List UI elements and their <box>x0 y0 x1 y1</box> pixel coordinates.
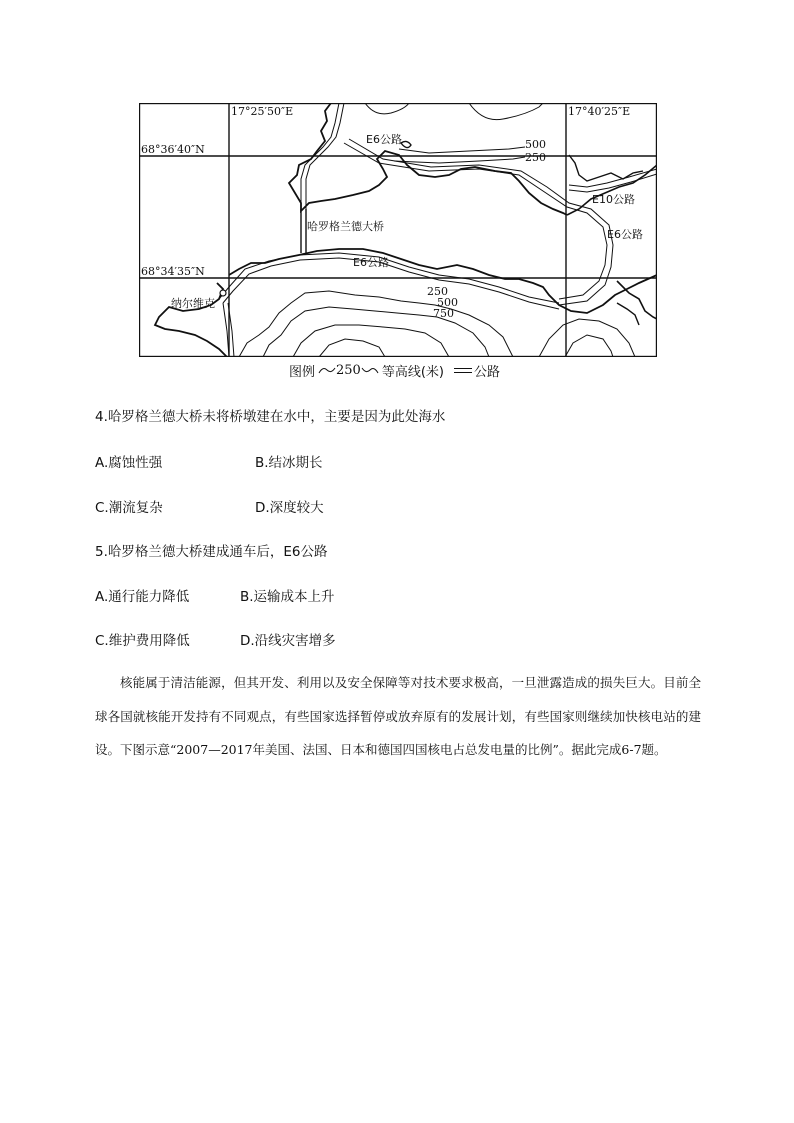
contour-250-top-label: 250 <box>525 151 546 164</box>
legend-road-text: 公路 <box>474 364 501 380</box>
town-label: 纳尔维克 <box>171 297 215 310</box>
map-svg <box>139 103 657 357</box>
question-5-stem: 5.哈罗格兰德大桥建成通车后，E6公路 <box>95 544 328 560</box>
contour-250-south <box>239 291 513 357</box>
question-5-option-d[interactable]: D.沿线灾害增多 <box>240 633 336 649</box>
question-5-option-b[interactable]: B.运输成本上升 <box>240 589 335 605</box>
road-narvik-south-a <box>223 303 229 357</box>
lon-right-label: 17°40′25″E <box>568 105 631 118</box>
contour-hill-sw <box>319 339 385 357</box>
road-e6-south-b <box>223 258 559 309</box>
shore-northeast-2 <box>569 155 643 181</box>
question-4-option-a[interactable]: A.腐蚀性强 <box>95 455 163 471</box>
road-e6-east-b <box>349 139 613 305</box>
coastline-south-2 <box>617 281 657 319</box>
passage-text: 核能属于清洁能源，但其开发、利用以及安全保障等对技术要求极高，一旦泄露造成的损失巨大。目前全球各国就核能开发持有不同观点，有些国家选择暂停或放弃原有的发展计划，有些国家则继续加快核电站的建设。下图示意“2007—2017年美国、法国、日本和德国四国核电占总发电量的比例”。据此完成6-7题。 <box>95 675 701 757</box>
question-5-option-c[interactable]: C.维护费用降低 <box>95 633 190 649</box>
road-e6-mid-label: E6公路 <box>353 256 389 269</box>
island-north <box>401 141 411 147</box>
contour-wave-icon <box>318 365 336 375</box>
contour-500-north <box>399 147 525 153</box>
question-4-option-c[interactable]: C.潮流复杂 <box>95 500 163 516</box>
road-e10-label: E10公路 <box>592 193 635 206</box>
contour-750-south <box>293 325 449 357</box>
road-e6-right-label: E6公路 <box>607 228 643 241</box>
legend-contour-value: 250 <box>336 362 361 378</box>
contour-hill-se-2 <box>565 335 613 357</box>
contour-wave-icon <box>361 365 379 375</box>
question-4-stem: 4.哈罗格兰德大桥未将桥墩建在水中，主要是因为此处海水 <box>95 409 446 425</box>
contour-hill-se <box>539 319 635 357</box>
contour-250-bot-label: 250 <box>427 285 448 298</box>
bridge-label: 哈罗格兰德大桥 <box>307 220 384 233</box>
label-bg <box>141 105 227 119</box>
contour-500-top-label: 500 <box>525 138 546 151</box>
lat-bottom-label: 68°34′35″N <box>141 265 205 278</box>
road-symbol-icon <box>454 368 472 373</box>
contour-north-hill-2 <box>365 103 409 114</box>
contour-500-bot-label: 500 <box>437 296 458 309</box>
topographic-map <box>139 103 657 357</box>
legend-contour-symbol <box>318 363 379 378</box>
lat-top-label: 68°36′40″N <box>141 143 205 156</box>
map-legend <box>289 359 500 381</box>
coastline-south-3 <box>617 303 639 325</box>
town-marker-icon <box>220 290 226 296</box>
question-4-option-d[interactable]: D.深度较大 <box>255 500 324 516</box>
road-e6-top-label: E6公路 <box>366 133 402 146</box>
question-4-option-b[interactable]: B.结冰期长 <box>255 455 323 471</box>
passage-block <box>95 666 701 767</box>
lon-left-label: 17°25′50″E <box>231 105 294 118</box>
legend-contour-text: 等高线(米) <box>381 364 444 380</box>
coastline-southwest <box>155 283 227 357</box>
question-5-option-a[interactable]: A.通行能力降低 <box>95 589 190 605</box>
contour-north-hill <box>469 103 543 120</box>
legend-prefix: 图例 <box>289 364 316 380</box>
contour-750-bot-label: 750 <box>433 307 454 320</box>
contour-250-north <box>394 157 525 163</box>
